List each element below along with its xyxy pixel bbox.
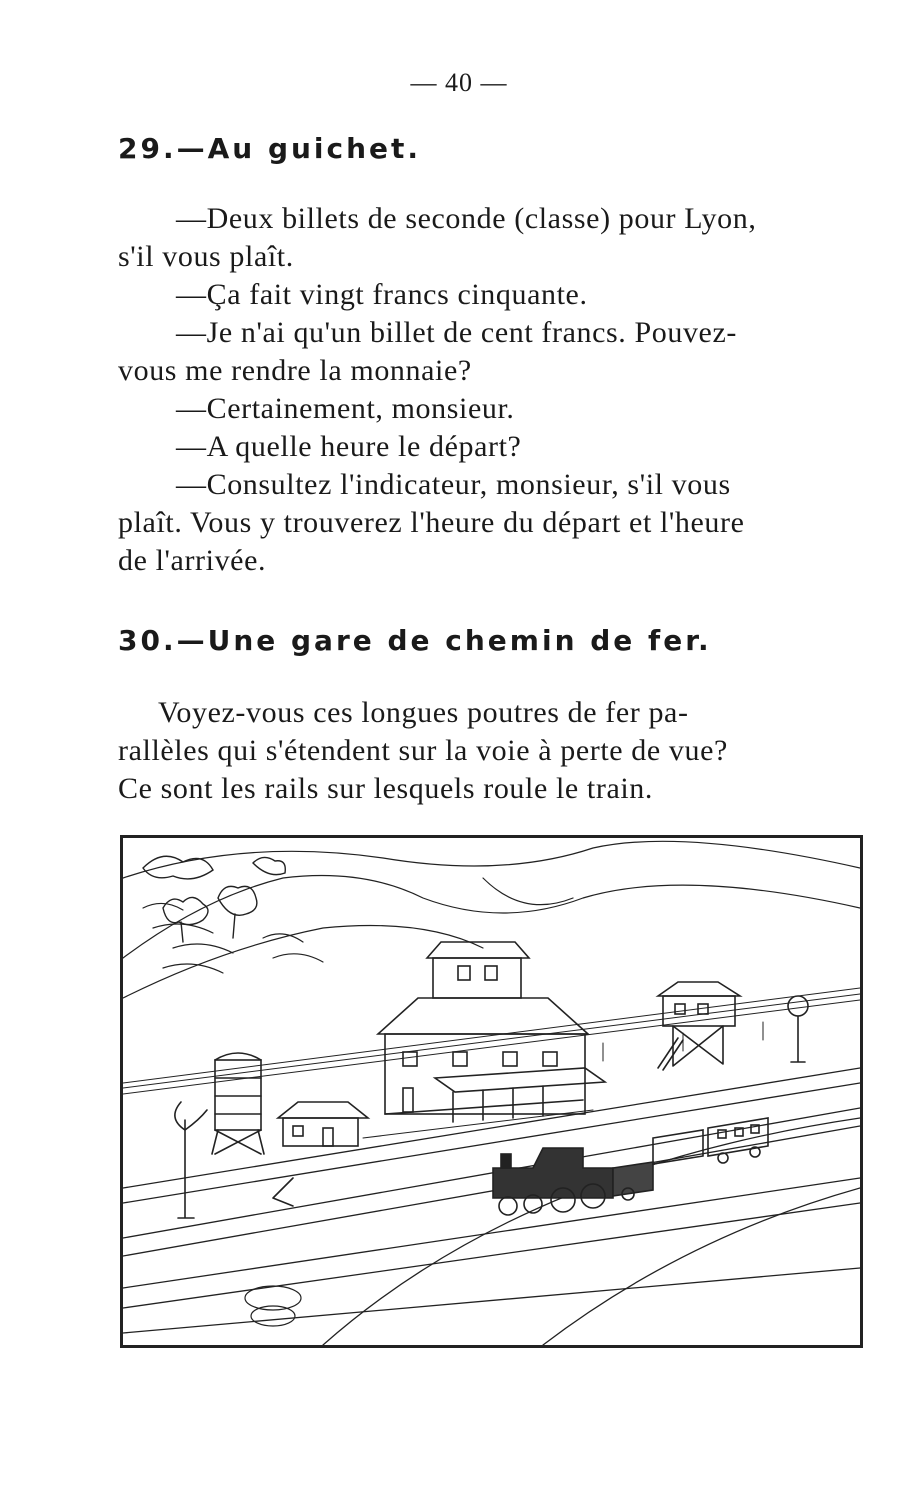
dialogue-line: —Certainement, monsieur.	[176, 392, 515, 425]
small-shed-drawing	[278, 1102, 368, 1146]
dialogue-line: —A quelle heure le départ?	[176, 430, 522, 463]
dialogue-line: —Consultez l'indicateur, monsieur, s'il vous	[176, 468, 731, 501]
station-building-drawing	[363, 942, 605, 1138]
paragraph-line: Ce sont les rails sur lesquels roule le train.	[118, 772, 653, 805]
dialogue-line: vous me rendre la monnaie?	[118, 354, 472, 387]
paragraph-line: Voyez-vous ces longues poutres de fer pa-	[158, 696, 689, 729]
dialogue-line: —Je n'ai qu'un billet de cent francs. Pouvez-	[176, 316, 737, 349]
signal-post-drawing	[788, 996, 808, 1062]
railway-station-illustration	[120, 835, 863, 1348]
dialogue-line: plaît. Vous y trouverez l'heure du départ et l'heure	[118, 506, 745, 539]
page-number: — 40 —	[410, 68, 508, 97]
dialogue-line: s'il vous plaît.	[118, 240, 294, 273]
section-29-heading: 29.—Au guichet.	[118, 132, 422, 165]
locomotive-drawing	[493, 1148, 653, 1215]
section-30-paragraph	[118, 694, 866, 808]
railway-tracks	[123, 1068, 860, 1345]
switch-lever-drawing	[273, 1178, 293, 1206]
section-30-heading: 30.—Une gare de chemin de fer.	[118, 624, 712, 657]
dialogue-line: —Ça fait vingt francs cinquante.	[176, 278, 588, 311]
lamp-post-drawing	[175, 1102, 207, 1218]
hills-drawing	[123, 841, 860, 998]
signal-box-drawing	[658, 982, 740, 1070]
section-29-dialogue	[118, 200, 866, 580]
dialogue-line: —Deux billets de seconde (classe) pour Lyon,	[176, 202, 757, 235]
paragraph-line: rallèles qui s'étendent sur la voie à perte de vue?	[118, 734, 728, 767]
dialogue-line: de l'arrivée.	[118, 544, 267, 577]
